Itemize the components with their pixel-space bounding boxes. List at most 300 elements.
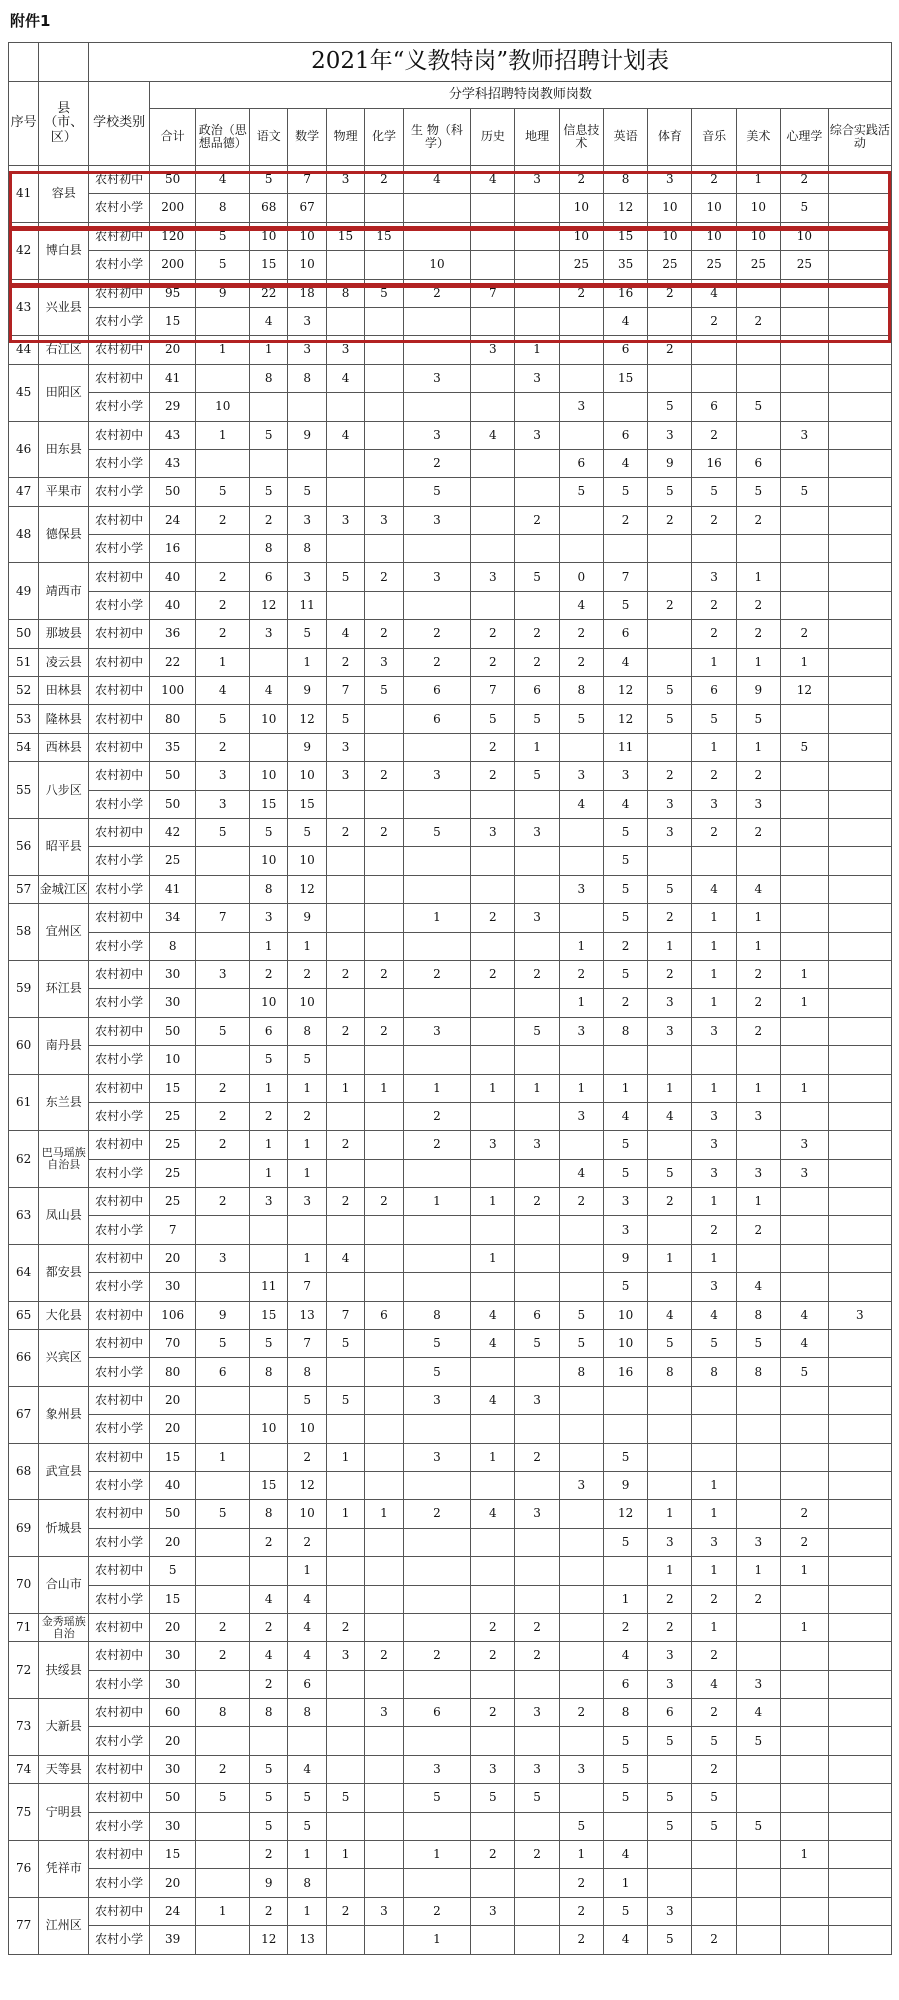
table-row [9, 1557, 892, 1585]
value-cell [736, 1613, 780, 1641]
value-cell: 42 [149, 818, 196, 846]
school-type-cell: 农村小学 [89, 989, 150, 1017]
value-cell: 3 [288, 336, 326, 364]
value-cell: 3 [403, 1443, 471, 1471]
value-cell [196, 1273, 250, 1301]
value-cell: 20 [149, 1869, 196, 1897]
county-cell: 右江区 [39, 336, 89, 364]
value-cell [365, 535, 403, 563]
value-cell [471, 449, 515, 477]
value-cell: 1 [559, 1074, 603, 1102]
value-cell [471, 393, 515, 421]
value-cell: 15 [149, 1443, 196, 1471]
value-cell: 2 [250, 506, 288, 534]
value-cell [515, 1273, 559, 1301]
value-cell: 5 [603, 1727, 647, 1755]
value-cell [365, 1159, 403, 1187]
value-cell [196, 1528, 250, 1556]
table-row [9, 620, 892, 648]
value-cell: 6 [288, 1670, 326, 1698]
value-cell: 2 [559, 166, 603, 194]
value-cell: 7 [326, 1301, 364, 1329]
value-cell [692, 1386, 736, 1414]
value-cell [326, 1869, 364, 1897]
value-cell [692, 1046, 736, 1074]
value-cell [326, 790, 364, 818]
value-cell [471, 1869, 515, 1897]
value-cell [559, 1131, 603, 1159]
value-cell [515, 279, 559, 307]
value-cell [365, 1926, 403, 1954]
value-cell: 2 [196, 620, 250, 648]
value-cell: 3 [559, 393, 603, 421]
value-cell [828, 1131, 891, 1159]
seq-cell: 50 [9, 620, 39, 648]
value-cell [559, 1386, 603, 1414]
value-cell: 3 [326, 336, 364, 364]
value-cell [515, 1585, 559, 1613]
value-cell: 2 [403, 960, 471, 988]
value-cell: 1 [648, 1074, 692, 1102]
value-cell [559, 1216, 603, 1244]
value-cell: 10 [250, 1415, 288, 1443]
value-cell: 1 [559, 932, 603, 960]
value-cell: 5 [780, 478, 828, 506]
value-cell: 9 [196, 279, 250, 307]
value-cell [326, 904, 364, 932]
table-row [9, 960, 892, 988]
value-cell: 3 [403, 506, 471, 534]
value-cell: 3 [196, 790, 250, 818]
value-cell [828, 1046, 891, 1074]
table-row [9, 336, 892, 364]
school-type-cell: 农村小学 [89, 307, 150, 335]
value-cell: 30 [149, 1812, 196, 1840]
value-cell: 2 [326, 1188, 364, 1216]
value-cell [326, 875, 364, 903]
value-cell: 5 [736, 393, 780, 421]
value-cell [828, 535, 891, 563]
table-row [9, 1670, 892, 1698]
value-cell [471, 1471, 515, 1499]
value-cell [828, 677, 891, 705]
value-cell [515, 478, 559, 506]
school-type-cell: 农村初中 [89, 336, 150, 364]
value-cell: 2 [515, 960, 559, 988]
value-cell [828, 478, 891, 506]
county-cell: 东兰县 [39, 1074, 89, 1131]
table-row [9, 790, 892, 818]
value-cell: 10 [780, 222, 828, 250]
value-cell: 2 [692, 1216, 736, 1244]
value-cell [196, 364, 250, 392]
value-cell: 2 [559, 1188, 603, 1216]
school-type-cell: 农村小学 [89, 194, 150, 222]
value-cell: 2 [250, 1841, 288, 1869]
value-cell: 2 [559, 1897, 603, 1925]
value-cell: 4 [250, 307, 288, 335]
school-type-cell: 农村初中 [89, 1642, 150, 1670]
value-cell: 2 [780, 620, 828, 648]
table-row [9, 591, 892, 619]
header-subject: 英语 [603, 109, 647, 166]
value-cell: 3 [559, 762, 603, 790]
value-cell: 80 [149, 705, 196, 733]
value-cell [736, 336, 780, 364]
value-cell: 5 [603, 818, 647, 846]
value-cell [250, 1557, 288, 1585]
value-cell: 2 [648, 279, 692, 307]
value-cell [196, 989, 250, 1017]
value-cell: 12 [603, 705, 647, 733]
value-cell: 8 [559, 677, 603, 705]
value-cell [403, 1159, 471, 1187]
value-cell: 2 [196, 1131, 250, 1159]
value-cell [828, 194, 891, 222]
value-cell [828, 790, 891, 818]
value-cell: 4 [471, 1330, 515, 1358]
value-cell: 3 [515, 1131, 559, 1159]
value-cell [471, 1017, 515, 1045]
value-cell: 3 [365, 1897, 403, 1925]
value-cell: 5 [780, 194, 828, 222]
value-cell [692, 1443, 736, 1471]
value-cell: 1 [692, 1500, 736, 1528]
header-subject: 美术 [736, 109, 780, 166]
value-cell [471, 1926, 515, 1954]
value-cell: 10 [559, 194, 603, 222]
value-cell: 1 [288, 648, 326, 676]
school-type-cell: 农村初中 [89, 762, 150, 790]
value-cell [828, 1613, 891, 1641]
school-type-cell: 农村小学 [89, 393, 150, 421]
value-cell: 8 [196, 194, 250, 222]
value-cell: 5 [326, 1330, 364, 1358]
value-cell: 1 [515, 733, 559, 761]
value-cell: 1 [692, 960, 736, 988]
value-cell: 8 [648, 1358, 692, 1386]
header-subject-group: 分学科招聘特岗教师岗数 [149, 82, 891, 109]
value-cell [365, 1273, 403, 1301]
table-row [9, 251, 892, 279]
county-cell: 巴马瑶族自治县 [39, 1131, 89, 1188]
value-cell: 1 [692, 648, 736, 676]
page-title: 2021年“义教特岗”教师招聘计划表 [89, 43, 892, 82]
value-cell [326, 1046, 364, 1074]
seq-cell: 74 [9, 1755, 39, 1783]
header-subject: 数学 [288, 109, 326, 166]
value-cell: 2 [196, 506, 250, 534]
value-cell [780, 1273, 828, 1301]
school-type-cell: 农村初中 [89, 563, 150, 591]
value-cell [365, 1358, 403, 1386]
value-cell: 5 [403, 818, 471, 846]
value-cell: 3 [648, 421, 692, 449]
value-cell: 3 [250, 620, 288, 648]
value-cell [828, 1755, 891, 1783]
school-type-cell: 农村初中 [89, 648, 150, 676]
value-cell [780, 336, 828, 364]
value-cell: 3 [403, 762, 471, 790]
value-cell [326, 1557, 364, 1585]
header-subject: 体育 [648, 109, 692, 166]
attachment-label: 附件1 [10, 12, 51, 30]
value-cell: 9 [603, 1244, 647, 1272]
value-cell [471, 1358, 515, 1386]
value-cell: 3 [288, 307, 326, 335]
value-cell: 8 [288, 1699, 326, 1727]
value-cell: 3 [326, 1642, 364, 1670]
value-cell [326, 1926, 364, 1954]
table-row [9, 847, 892, 875]
value-cell [471, 364, 515, 392]
value-cell [828, 1017, 891, 1045]
value-cell: 2 [365, 166, 403, 194]
seq-cell: 69 [9, 1500, 39, 1557]
table-row [9, 1159, 892, 1187]
value-cell [780, 1926, 828, 1954]
seq-cell: 49 [9, 563, 39, 620]
value-cell: 30 [149, 1273, 196, 1301]
seq-cell: 46 [9, 421, 39, 478]
value-cell: 10 [648, 222, 692, 250]
value-cell: 2 [471, 1613, 515, 1641]
school-type-cell: 农村初中 [89, 166, 150, 194]
school-type-cell: 农村初中 [89, 1897, 150, 1925]
value-cell: 4 [250, 1585, 288, 1613]
value-cell: 2 [603, 989, 647, 1017]
value-cell: 100 [149, 677, 196, 705]
value-cell: 43 [149, 421, 196, 449]
value-cell: 2 [365, 1642, 403, 1670]
value-cell: 5 [365, 279, 403, 307]
value-cell: 10 [603, 1301, 647, 1329]
value-cell [648, 535, 692, 563]
value-cell: 2 [736, 620, 780, 648]
seq-cell: 61 [9, 1074, 39, 1131]
value-cell [515, 1244, 559, 1272]
value-cell: 3 [648, 1670, 692, 1698]
value-cell: 5 [250, 1784, 288, 1812]
county-cell: 容县 [39, 166, 89, 223]
seq-cell: 65 [9, 1301, 39, 1329]
value-cell: 2 [196, 591, 250, 619]
value-cell: 1 [736, 166, 780, 194]
value-cell: 7 [196, 904, 250, 932]
value-cell: 2 [559, 620, 603, 648]
value-cell: 3 [403, 421, 471, 449]
value-cell [250, 393, 288, 421]
value-cell [780, 1188, 828, 1216]
value-cell: 5 [603, 847, 647, 875]
value-cell: 15 [603, 222, 647, 250]
value-cell: 39 [149, 1926, 196, 1954]
school-type-cell: 农村小学 [89, 1585, 150, 1613]
value-cell: 3 [692, 563, 736, 591]
value-cell: 2 [559, 1869, 603, 1897]
value-cell: 3 [603, 1216, 647, 1244]
value-cell: 4 [559, 790, 603, 818]
value-cell: 5 [603, 1784, 647, 1812]
county-cell: 兴宾区 [39, 1330, 89, 1387]
value-cell: 1 [692, 1471, 736, 1499]
value-cell: 1 [648, 1557, 692, 1585]
value-cell: 15 [149, 1074, 196, 1102]
value-cell: 6 [692, 677, 736, 705]
table-row [9, 1528, 892, 1556]
value-cell: 1 [250, 932, 288, 960]
value-cell: 4 [326, 364, 364, 392]
value-cell [736, 1443, 780, 1471]
table-row [9, 1358, 892, 1386]
value-cell [648, 733, 692, 761]
value-cell [515, 194, 559, 222]
table-row [9, 875, 892, 903]
value-cell [780, 1216, 828, 1244]
value-cell: 8 [250, 1500, 288, 1528]
seq-cell: 60 [9, 1017, 39, 1074]
seq-cell: 73 [9, 1699, 39, 1756]
value-cell [603, 1046, 647, 1074]
value-cell [515, 1727, 559, 1755]
value-cell: 12 [250, 1926, 288, 1954]
school-type-cell: 农村小学 [89, 1159, 150, 1187]
value-cell: 4 [780, 1301, 828, 1329]
value-cell [828, 166, 891, 194]
value-cell [365, 1131, 403, 1159]
value-cell [603, 393, 647, 421]
value-cell [828, 393, 891, 421]
value-cell [326, 1812, 364, 1840]
county-cell: 隆林县 [39, 705, 89, 733]
county-cell: 天等县 [39, 1755, 89, 1783]
value-cell: 15 [149, 1841, 196, 1869]
table-row [9, 1585, 892, 1613]
value-cell [196, 1471, 250, 1499]
value-cell [515, 1528, 559, 1556]
value-cell: 5 [603, 875, 647, 903]
value-cell: 1 [288, 1244, 326, 1272]
value-cell: 50 [149, 166, 196, 194]
value-cell: 2 [736, 1585, 780, 1613]
value-cell: 1 [515, 1074, 559, 1102]
value-cell: 3 [288, 506, 326, 534]
value-cell: 2 [648, 904, 692, 932]
value-cell: 3 [365, 1699, 403, 1727]
header-subject: 心理学 [780, 109, 828, 166]
seq-cell: 43 [9, 279, 39, 336]
county-cell: 合山市 [39, 1557, 89, 1614]
value-cell [196, 875, 250, 903]
value-cell: 2 [365, 960, 403, 988]
value-cell: 1 [736, 932, 780, 960]
value-cell [326, 1159, 364, 1187]
value-cell: 2 [648, 591, 692, 619]
value-cell [736, 1642, 780, 1670]
value-cell: 2 [196, 563, 250, 591]
value-cell: 5 [736, 478, 780, 506]
value-cell: 5 [603, 1755, 647, 1783]
value-cell [692, 535, 736, 563]
table-row [9, 449, 892, 477]
value-cell: 4 [648, 1301, 692, 1329]
table-row [9, 677, 892, 705]
table-row [9, 421, 892, 449]
value-cell: 5 [648, 1784, 692, 1812]
value-cell: 20 [149, 1244, 196, 1272]
value-cell: 6 [403, 705, 471, 733]
value-cell [780, 818, 828, 846]
value-cell: 2 [736, 506, 780, 534]
value-cell [736, 1897, 780, 1925]
value-cell: 5 [515, 1784, 559, 1812]
value-cell [692, 1869, 736, 1897]
value-cell: 3 [736, 790, 780, 818]
table-row [9, 166, 892, 194]
school-type-cell: 农村初中 [89, 222, 150, 250]
value-cell [515, 1471, 559, 1499]
value-cell: 5 [196, 222, 250, 250]
county-cell: 田东县 [39, 421, 89, 478]
value-cell [196, 1216, 250, 1244]
value-cell [250, 1244, 288, 1272]
value-cell: 10 [288, 847, 326, 875]
school-type-cell: 农村小学 [89, 1471, 150, 1499]
value-cell [403, 1471, 471, 1499]
value-cell: 2 [692, 818, 736, 846]
value-cell [515, 1102, 559, 1130]
value-cell: 2 [403, 449, 471, 477]
value-cell [515, 989, 559, 1017]
header-subject: 语文 [250, 109, 288, 166]
value-cell: 10 [250, 222, 288, 250]
value-cell [559, 1500, 603, 1528]
value-cell [736, 1841, 780, 1869]
value-cell: 20 [149, 1386, 196, 1414]
value-cell [828, 1841, 891, 1869]
value-cell: 2 [196, 1613, 250, 1641]
value-cell: 2 [471, 733, 515, 761]
value-cell: 1 [692, 1074, 736, 1102]
value-cell [828, 1244, 891, 1272]
value-cell [780, 875, 828, 903]
value-cell: 3 [648, 1017, 692, 1045]
value-cell: 3 [648, 818, 692, 846]
value-cell [365, 1415, 403, 1443]
value-cell [828, 1159, 891, 1187]
value-cell [196, 1046, 250, 1074]
value-cell: 2 [692, 166, 736, 194]
seq-cell: 66 [9, 1330, 39, 1387]
value-cell: 5 [250, 1046, 288, 1074]
school-type-cell: 农村小学 [89, 591, 150, 619]
school-type-cell: 农村小学 [89, 1869, 150, 1897]
table-row [9, 1926, 892, 1954]
value-cell [736, 1415, 780, 1443]
table-row [9, 1386, 892, 1414]
value-cell [692, 364, 736, 392]
school-type-cell: 农村小学 [89, 478, 150, 506]
value-cell: 25 [149, 1159, 196, 1187]
value-cell: 2 [648, 960, 692, 988]
value-cell: 5 [471, 1784, 515, 1812]
value-cell: 5 [515, 563, 559, 591]
value-cell [603, 535, 647, 563]
value-cell: 4 [471, 1386, 515, 1414]
value-cell: 5 [196, 251, 250, 279]
value-cell: 1 [250, 1159, 288, 1187]
value-cell: 1 [196, 421, 250, 449]
